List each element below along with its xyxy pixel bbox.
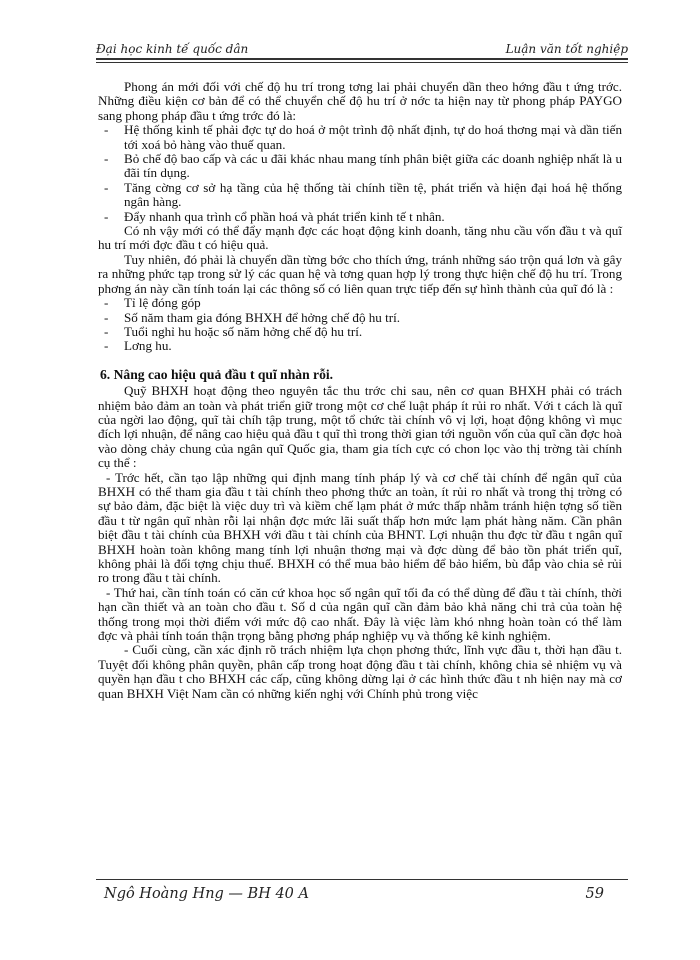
paragraph: Có nh vậy mới có thể đẩy mạnh đợc các hoạt động kinh doanh, tăng nhu cầu vốn đầu t và quĩ hu trí mới đợc đầu t có hiệu quả. [98, 223, 622, 253]
header-university: Đại học kinh tế quốc dân [96, 42, 249, 56]
intro-paragraph: Phong án mới đối với chế độ hu trí trong tơng lai phải chuyển dần theo hớng đầu t ứng trớc. Những điều kiện cơ bản để có thể chuyển chế độ hu trí ở nớc ta hiện nay từ phong pháp PAYGO sang phong pháp đầu t ứng trớc đó là: [98, 79, 622, 123]
list-item: - Thứ hai, cần tính toán có căn cứ khoa học số ngân quĩ tối đa có thể dùng để đầu t tài chính, thời hạn cần thiết và an toàn cho đầu t. Số d của ngân quĩ cần đảm bảo khả năng chi trả của toàn hệ thống trong mọi thời điểm với mức độ cao nhất. Đây là việc làm khó nhng hoàn toàn có thể làm đợc và phải tính toán thận trọng bằng phơng pháp nghiệp vụ và thống kê kinh nghiệm. [98, 584, 622, 644]
page-footer [104, 886, 604, 910]
header-thesis-type: Luận văn tốt nghiệp [505, 42, 628, 56]
header-divider-thin [96, 62, 628, 63]
header-divider [96, 58, 628, 60]
page-body [98, 80, 622, 701]
list-item: - Hệ thống kinh tế phải đợc tự do hoá ở một trình độ nhất định, tự do hoá thơng mại và dần tiến tới xoá bỏ hàng vào thuế quan. [104, 122, 622, 152]
section-heading: 6. Nâng cao hiệu quả đầu t quĩ nhàn rỗi. [100, 366, 334, 382]
list-item: - Bỏ chế độ bao cấp và các u đãi khác nhau mang tính phân biệt giữa các doanh nghiệp nhất là u đãi tín dụng. [104, 151, 622, 181]
paragraph: Tuy nhiên, đó phải là chuyển dần từng bớc cho thích ứng, tránh những sáo trộn quá lơn và gây ra những phức tạp trong sử lý các quan hệ và tơng quan hợp lý trong thực hiện chế độ hu trí. Trong phơng án này cần tính toán lại các thông số có liên quan trực tiếp đến sự hình thành của quĩ đó là : [98, 251, 622, 296]
list-item: - Tăng cờng cơ sở hạ tầng của hệ thống tài chính tiền tệ, phát triển và hiện đại hoá hệ thống ngân hàng. [104, 179, 622, 210]
list-item: - Đẩy nhanh qua trình cổ phần hoá và phát triển kinh tế t nhân. [104, 208, 445, 224]
list-item: - Trớc hết, cần tạo lập những qui định mang tính pháp lý và cơ chế tài chính để ngân quĩ của BHXH có thể tham gia đầu t tài chính theo phơng thức an toàn, ít rủi ro nhất và trong thị trờng có sự bảo đảm, đặc biệt là việc duy trì và kiềm chế lạm phát ở mức thấp nhằm tránh hiện tợng số tiền đầu t từ ngân quĩ nhàn rỗi lại nhận đợc mức lãi suất thấp hơn mức lạm phát hàng năm. Cần phân biệt đầu t tài chính của BHXH với đầu t tài chính của BHNT. Lợi nhuận thu đợc từ đầu t ngân quĩ BHXH hoàn toàn không mang tính lợi nhuận thơng mại và đợc dùng để bảo tồn phát triển quĩ, không phải là đối tợng chịu thuế. BHXH có thể mua bảo hiểm để bảo hiểm, bù đắp vào chia sẻ rủi ro trong đầu t tài chính. [98, 469, 622, 586]
list-item: - Lơng hu. [104, 338, 172, 354]
footer-divider [96, 879, 628, 880]
params-list [98, 296, 622, 354]
page-number: 59 [585, 886, 604, 902]
conditions-list [98, 123, 622, 224]
footer-author: Ngô Hoàng Hng — BH 40 A [104, 886, 309, 902]
list-item: - Tỉ lệ đóng góp [104, 295, 201, 311]
list-item: - Tuổi nghỉ hu hoặc số năm hởng chế độ hu trí. [104, 323, 363, 339]
list-item: - Số năm tham gia đóng BHXH để hởng chế độ hu trí. [104, 309, 401, 325]
list-item: - Cuối cùng, cần xác định rõ trách nhiệm lựa chọn phơng thức, lĩnh vực đầu t, thời hạn đầu t. Tuyệt đối không phân quyền, phân cấp trong hoạt động đầu t tài chính, không chia sẻ nhiệm vụ và quyền hạn đầu t cho BHXH các cấp, cũng không dừng lại ở các hình thức đầu t nh hiện nay mà cơ quan BHXH Việt Nam cần có những kiến nghị với Chính phủ trong việc [98, 642, 622, 701]
paragraph: Quỹ BHXH hoạt động theo nguyên tắc thu trớc chi sau, nên cơ quan BHXH phải có trách nhiệm bảo đảm an toàn và phát triển giữ trong một cơ chế luật pháp ít rủi ro nhất. Với t cách là quĩ của ngời lao động, quĩ tài chíh tập trung, một tổ chức tài chính vô vị lợi, hoạt động không vì mục đích lợi nhuận, để nâng cao hiệu quả đầu t quĩ thì trong thời gian tới nguồn vốn của quĩ cần đợc hoà vào dòng chảy chung của ngân quĩ Quốc gia, tham gia tích cực có chon lọc vào thị trờng tài chính cụ thể : [98, 383, 622, 471]
page-header [96, 30, 628, 60]
